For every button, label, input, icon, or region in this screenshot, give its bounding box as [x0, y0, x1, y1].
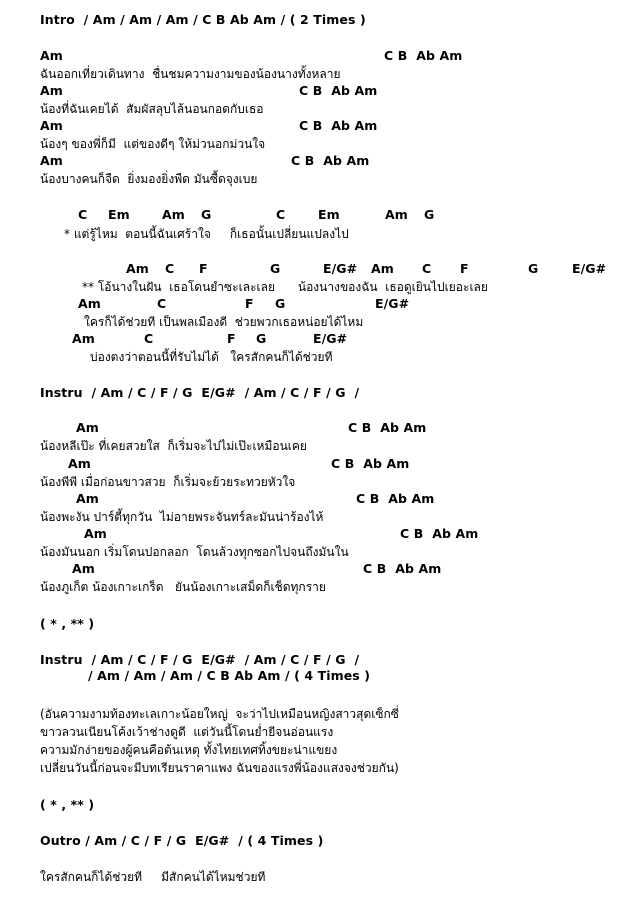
lyric-line: ใครก็ได้ช่วยที เป็นพลเมืองดี ช่วยพวกเธอหน่อยได้ไหม: [84, 315, 364, 329]
repeat-marker: ( * , ** ): [40, 797, 95, 812]
chord: C B Ab Am: [299, 118, 378, 133]
chord: C B Ab Am: [331, 456, 410, 471]
chord: C B Ab Am: [356, 491, 435, 506]
lyric-line: ใครสักคนก็ได้ช่วยที มีสักคนได้ไหมช่วยที: [40, 870, 266, 884]
lyric-line: น้องที่ฉันเคยได้ สัมผัสลุบไล้นอนกอดกับเธอ: [40, 102, 264, 116]
lyric-line: น้องบางคนก็จืด ยิ่งมองยิ่งพืด มันซื้ดจุงเบย: [40, 172, 258, 186]
lyric-line: ** โอ้นางในฝัน เธอโดนยำซะเละเลย น้องนางของฉัน เธอดูเยินไปเยอะเลย: [82, 280, 488, 294]
chord: C: [157, 296, 167, 311]
chord: F: [460, 261, 469, 276]
chord: Am: [72, 561, 95, 576]
lyric-line: น้องพะงัน ปาร์ตี้ทุกวัน ไม่อายพระจันทร์ละมันน่าร้องไห้: [40, 510, 324, 524]
chord: Am: [68, 456, 91, 471]
chord: E/G#: [313, 331, 348, 346]
chord: G: [275, 296, 286, 311]
chord: Am: [126, 261, 149, 276]
chord: G: [201, 207, 212, 222]
chord: F: [199, 261, 208, 276]
instru-line: Instru / Am / C / F / G E/G# / Am / C / F / G /: [40, 385, 360, 400]
chord: G: [256, 331, 267, 346]
chord: C B Ab Am: [348, 420, 427, 435]
chord: Am: [84, 526, 107, 541]
spoken-line: ความมักง่ายของผู้คนคือต้นเหตุ ทั้งไทยเทศทิ้งขยะน่าแขยง: [40, 743, 338, 757]
spoken-line: ขาวลวนเนียนโค้งเว้าช่างดูดี แต่วันนี้โดนย่ำยีจนอ่อนแรง: [40, 725, 334, 739]
chord: Am: [371, 261, 394, 276]
lyric-line: น้องมันนอก เริ่มโดนปอกลอก โดนล้วงทุกซอกไปจนถึงมันใน: [40, 545, 349, 559]
chord: Am: [40, 48, 63, 63]
chord: F: [227, 331, 236, 346]
chord: Am: [40, 118, 63, 133]
chord: Em: [318, 207, 340, 222]
spoken-line: เปลี่ยนวันนี้ก่อนจะมีบทเรียนราคาแพง ฉันของแรงพี่น้องแสงจงช่วยกัน): [40, 761, 399, 775]
lyric-line: น้องภูเก็ต น้องเกาะเกร็ด ยันน้องเกาะเสม็ดก็เช็ดทุกราย: [40, 580, 326, 594]
instru-line: Instru / Am / C / F / G E/G# / Am / C / F / G /: [40, 652, 360, 667]
chord: Am: [76, 420, 99, 435]
chord: Am: [72, 331, 95, 346]
chord: F: [245, 296, 254, 311]
chord: C: [78, 207, 88, 222]
chord: Am: [76, 491, 99, 506]
lyric-line: น้องพีพี เมื่อก่อนขาวสวย ก็เริ่มจะย้วยระทวยหัวใจ: [40, 475, 296, 489]
chord: C B Ab Am: [363, 561, 442, 576]
chord: Am: [78, 296, 101, 311]
chord: Am: [40, 153, 63, 168]
chord: C B Ab Am: [291, 153, 370, 168]
lyric-line: น้องหลีเป๊ะ ที่เคยสวยใส ก็เริ่มจะไปไม่เป๊ะเหมือนเคย: [40, 439, 307, 453]
chord: Am: [40, 83, 63, 98]
chord: Am: [162, 207, 185, 222]
chord: E/G#: [323, 261, 358, 276]
chord: C: [144, 331, 154, 346]
instru-line: / Am / Am / Am / C B Ab Am / ( 4 Times ): [88, 668, 371, 683]
chord: G: [424, 207, 435, 222]
chord: Am: [385, 207, 408, 222]
chord: Em: [108, 207, 130, 222]
spoken-line: (อันความงามท้องทะเลเกาะน้อยใหญ่ จะว่าไปเหมือนหญิงสาวสุดเซ็กซี่: [40, 707, 399, 721]
chord: C B Ab Am: [299, 83, 378, 98]
chord: C: [165, 261, 175, 276]
chord: C: [422, 261, 432, 276]
outro-line: Outro / Am / C / F / G E/G# / ( 4 Times ): [40, 833, 324, 848]
lyric-line: น้องๆ ของพี่ก็มี แต่ของดีๆ ให้ม่วนอกม่วนใจ: [40, 137, 266, 151]
lyric-line: ฉันออกเที่ยวเดินทาง ชื่นชมความงามของน้องนางทั้งหลาย: [40, 67, 341, 81]
repeat-marker: ( * , ** ): [40, 616, 95, 631]
chord: C: [276, 207, 286, 222]
intro-line: Intro / Am / Am / Am / C B Ab Am / ( 2 Times ): [40, 12, 366, 27]
chord: C B Ab Am: [400, 526, 479, 541]
chord: G: [528, 261, 539, 276]
chord: C B Ab Am: [384, 48, 463, 63]
chord: E/G#: [375, 296, 410, 311]
chord: G: [270, 261, 281, 276]
lyric-line: บ่องตงว่าตอนนี้ที่รับไม่ได้ ใครสักคนก็ได้ช่วยที: [90, 350, 333, 364]
chord: E/G#: [572, 261, 607, 276]
lyric-line: * แต่รู้ไหม ตอนนี้ฉันเศร้าใจ ก็เธอนั้นเปลี่ยนแปลงไป: [64, 227, 349, 241]
